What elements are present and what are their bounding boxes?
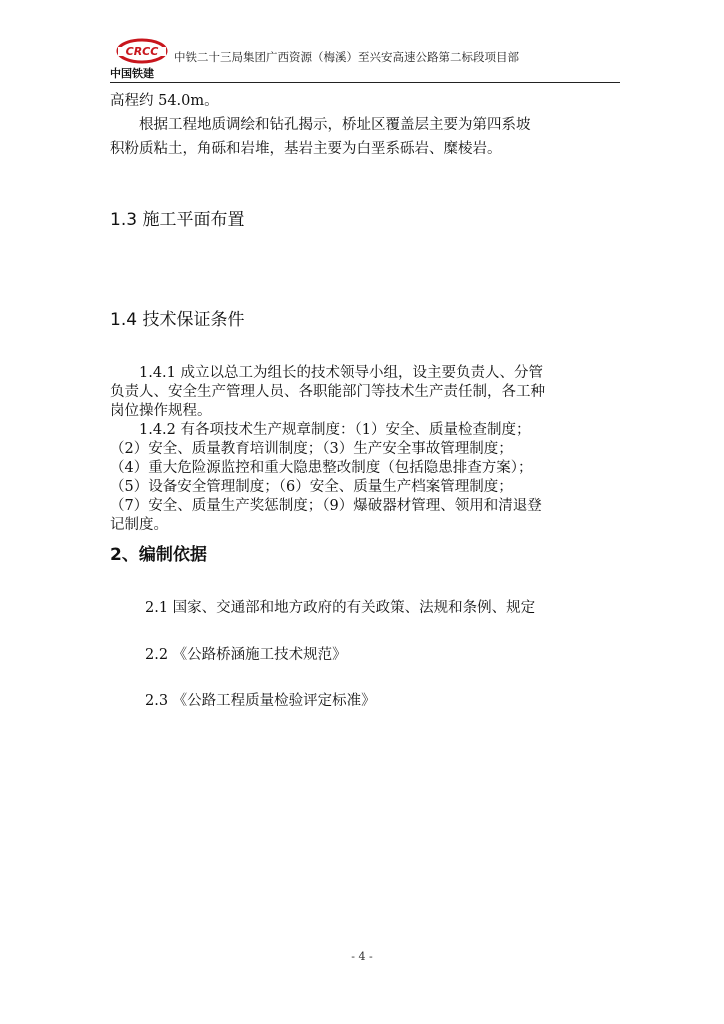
basis-item: 2.3 《公路工程质量检验评定标准》: [145, 693, 376, 709]
tech-line: （5）设备安全管理制度；（6）安全、质量生产档案管理制度；: [110, 479, 513, 495]
tech-line: 1.4.1 成立以总工为组长的技术领导小组，设主要负责人、分管: [110, 365, 544, 381]
basis-item: 2.2 《公路桥涵施工技术规范》: [145, 647, 347, 663]
svg-text:CRCC: CRCC: [125, 45, 159, 58]
logo-text: 中国铁建: [110, 67, 154, 80]
crcc-logo-mark-icon: [114, 38, 170, 66]
tech-line: （4）重大危险源监控和重大隐患整改制度（包括隐患排查方案）；: [110, 460, 533, 476]
tech-line: 1.4.2 有各项技术生产规章制度：（1）安全、质量检查制度；: [110, 422, 531, 438]
page-number: - 4 -: [351, 950, 373, 963]
paragraph-line: 高程约 54.0m。: [110, 93, 219, 109]
tech-line: （7）安全、质量生产奖惩制度；（9）爆破器材管理、领用和清退登: [110, 498, 542, 514]
section-heading-2: 2、编制依据: [110, 545, 207, 565]
header-title: 中铁二十三局集团广西资源（梅溪）至兴安高速公路第二标段项目部: [174, 50, 519, 64]
paragraph-line: 根据工程地质调绘和钻孔揭示，桥址区覆盖层主要为第四系坡: [110, 117, 531, 133]
tech-line: 记制度。: [110, 517, 168, 533]
tech-line: 岗位操作规程。: [110, 403, 212, 419]
paragraph-line: 积粉质粘土，角砾和岩堆，基岩主要为白垩系砾岩、糜棱岩。: [110, 141, 502, 157]
section-heading-1-3: 1.3 施工平面布置: [110, 210, 245, 230]
basis-item: 2.1 国家、交通部和地方政府的有关政策、法规和条例、规定: [145, 600, 536, 616]
crcc-logo: [110, 38, 174, 82]
page-header: [110, 38, 620, 83]
section-heading-1-4: 1.4 技术保证条件: [110, 310, 245, 330]
tech-line: （2）安全、质量教育培训制度；（3）生产安全事故管理制度；: [110, 441, 513, 457]
tech-line: 负责人、安全生产管理人员、各职能部门等技术生产责任制，各工种: [110, 384, 545, 400]
